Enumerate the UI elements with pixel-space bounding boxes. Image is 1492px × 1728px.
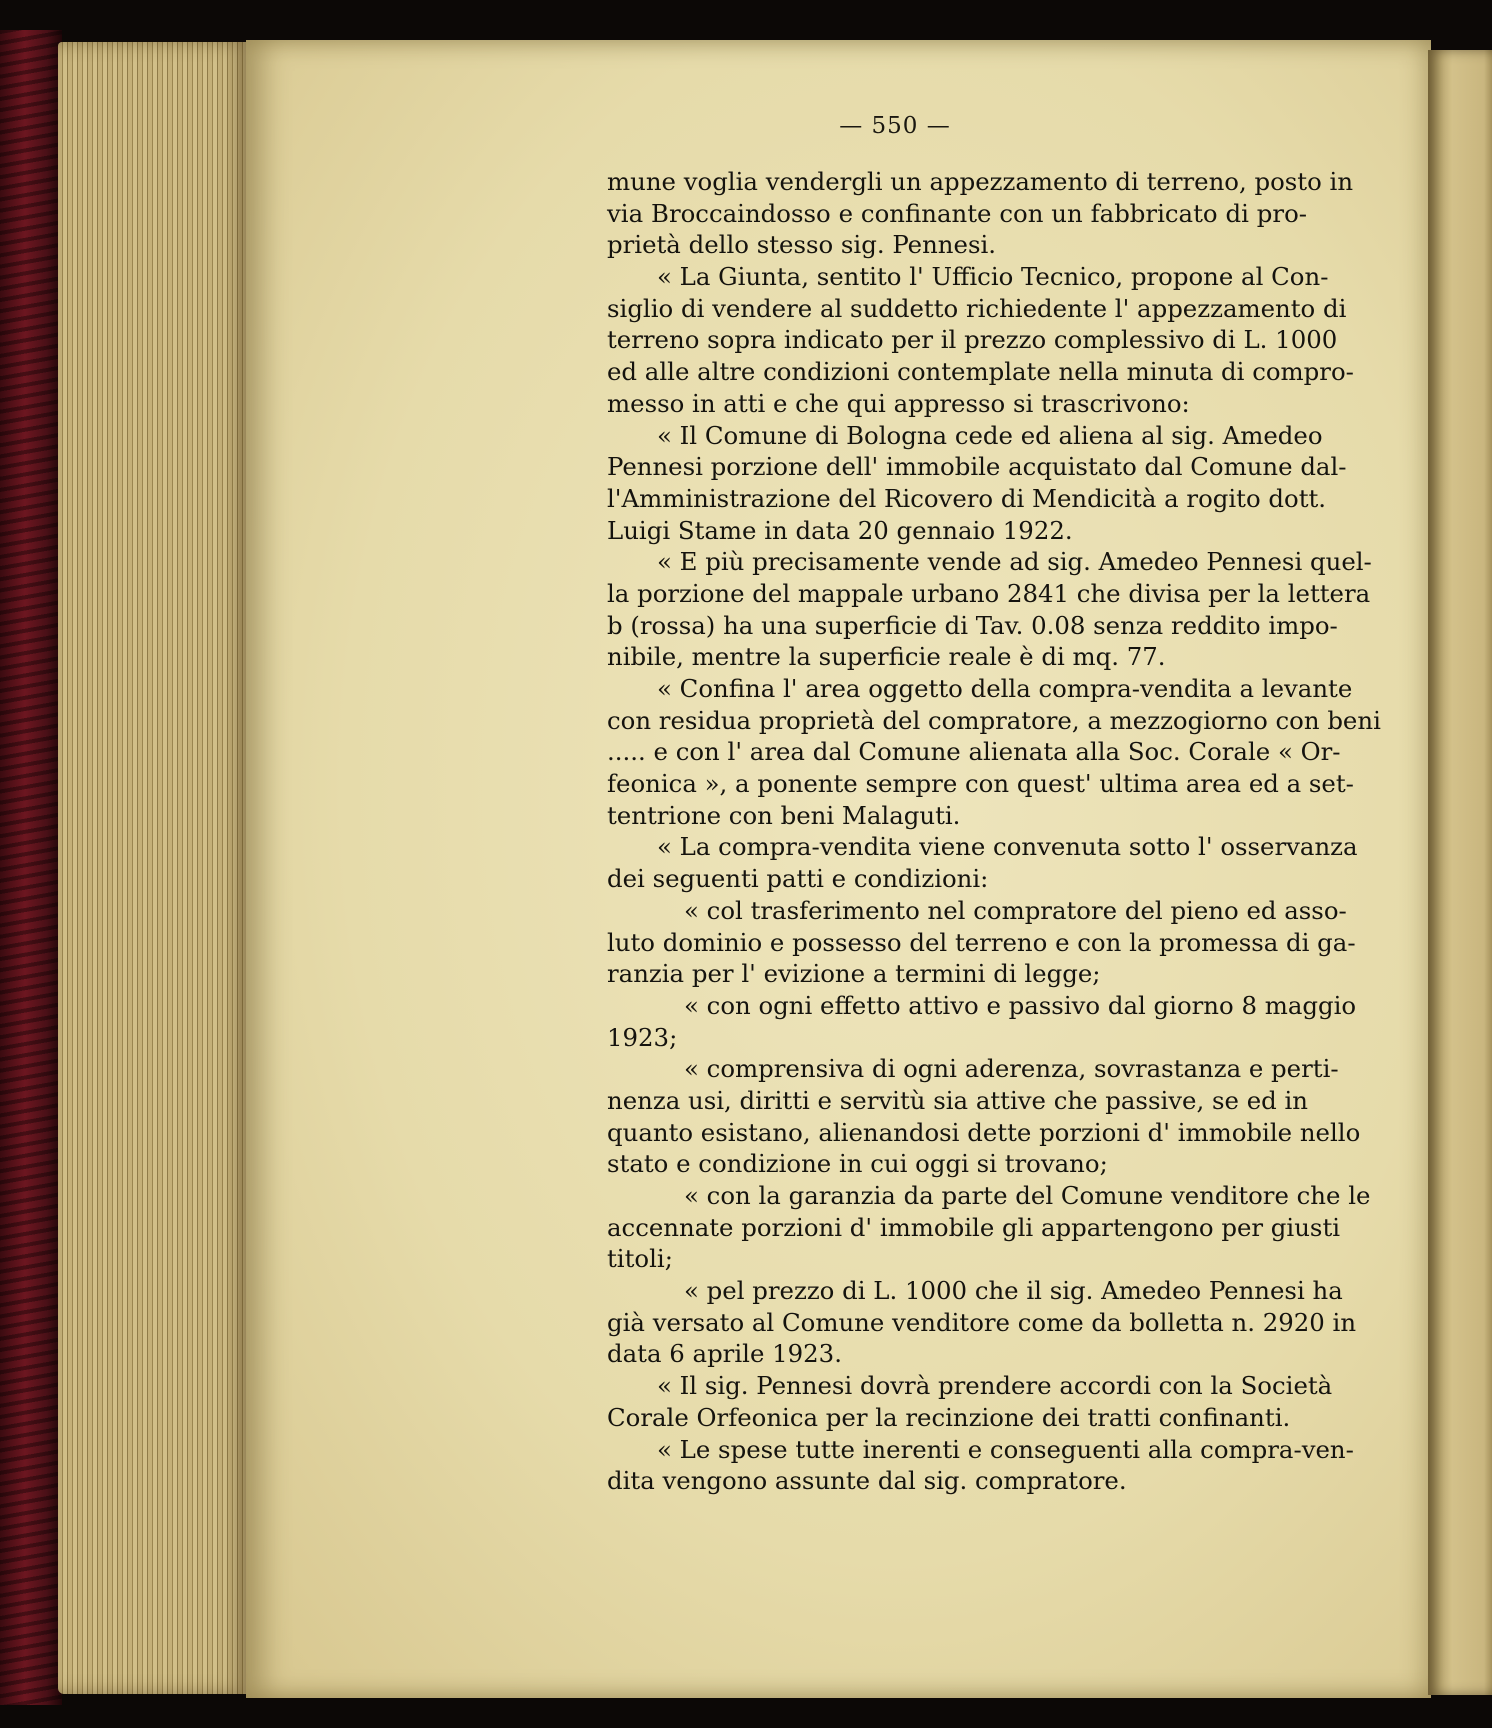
text-line: « Il Comune di Bologna cede ed aliena al sig. Amedeo bbox=[657, 420, 1323, 450]
text-line: « con la garanzia da parte del Comune venditore che le bbox=[684, 1181, 1371, 1210]
text-line: siglio di vendere al suddetto richiedente l' appezzamento di bbox=[607, 293, 1347, 323]
text-line: « comprensiva di ogni aderenza, sovrastanza e perti- bbox=[684, 1054, 1339, 1084]
text-line: luto dominio e possesso del terreno e con la promessa di ga- bbox=[607, 927, 1356, 957]
text-line: feonica », a ponente sempre con quest' ultima area ed a set- bbox=[607, 769, 1354, 799]
text-line: quanto esistano, alienandosi dette porzioni d' immobile nello bbox=[607, 1117, 1361, 1147]
text-line: nenza usi, diritti e servitù sia attive che passive, se ed in bbox=[607, 1085, 1309, 1115]
text-line: mune voglia vendergli un appezzamento di terreno, posto in bbox=[607, 167, 1354, 196]
text-line: stato e condizione in cui oggi si trovano; bbox=[607, 1149, 1108, 1179]
text-line: accennate porzioni d' immobile gli appartengono per giusti bbox=[607, 1212, 1341, 1242]
text-line: ..... e con l' area dal Comune alienata alla Soc. Corale « Or- bbox=[607, 737, 1341, 767]
text-line: titoli; bbox=[607, 1244, 673, 1274]
text-line: « E più precisamente vende ad sig. Amedeo Pennesi quel- bbox=[657, 547, 1372, 577]
text-line: b (rossa) ha una superficie di Tav. 0.08 senza reddito impo- bbox=[607, 610, 1338, 640]
text-line: via Broccaindosso e confinante con un fabbricato di pro- bbox=[607, 198, 1307, 228]
text-line: « La compra-vendita viene convenuta sotto l' osservanza bbox=[657, 832, 1358, 862]
text-line: con residua proprietà del compratore, a mezzogiorno con beni bbox=[607, 705, 1381, 735]
text-line: Pennesi porzione dell' immobile acquistato dal Comune dal- bbox=[607, 452, 1347, 482]
text-line: già versato al Comune venditore come da bolletta n. 2920 in bbox=[607, 1307, 1357, 1337]
text-line: dita vengono assunte dal sig. compratore. bbox=[607, 1466, 1127, 1496]
facing-page-edge bbox=[1428, 50, 1492, 1695]
text-line: « La Giunta, sentito l' Ufficio Tecnico, propone al Con- bbox=[657, 262, 1329, 292]
stacked-page-edges bbox=[58, 42, 250, 1694]
text-line: la porzione del mappale urbano 2841 che divisa per la lettera bbox=[607, 578, 1371, 608]
text-line: Luigi Stame in data 20 gennaio 1922. bbox=[607, 515, 1073, 545]
text-line: « Confina l' area oggetto della compra-vendita a levante bbox=[657, 674, 1353, 703]
text-line: « Le spese tutte inerenti e conseguenti alla compra-ven- bbox=[657, 1434, 1354, 1464]
text-line: Corale Orfeonica per la recinzione dei tratti confinanti. bbox=[607, 1402, 1291, 1432]
text-line: « con ogni effetto attivo e passivo dal giorno 8 maggio bbox=[684, 990, 1357, 1020]
text-line: ranzia per l' evizione a termini di legge; bbox=[607, 959, 1101, 989]
text-line: 1923; bbox=[607, 1022, 678, 1052]
page-number: — 550 — bbox=[839, 113, 951, 139]
text-line: tentrione con beni Malaguti. bbox=[607, 800, 961, 830]
text-line: dei seguenti patti e condizioni: bbox=[607, 864, 989, 894]
text-line: ed alle altre condizioni contemplate nella minuta di compro- bbox=[607, 357, 1354, 387]
body-text bbox=[607, 166, 1381, 1497]
text-line: terreno sopra indicato per il prezzo complessivo di L. 1000 bbox=[607, 325, 1338, 355]
text-line: messo in atti e che qui appresso si trascrivono: bbox=[607, 388, 1190, 418]
text-line: data 6 aprile 1923. bbox=[607, 1339, 842, 1369]
text-line: « Il sig. Pennesi dovrà prendere accordi con la Società bbox=[657, 1371, 1333, 1401]
text-line: « pel prezzo di L. 1000 che il sig. Amedeo Pennesi ha bbox=[684, 1276, 1343, 1306]
text-line: « col trasferimento nel compratore del pieno ed asso- bbox=[684, 895, 1347, 925]
text-line: nibile, mentre la superficie reale è di mq. 77. bbox=[607, 642, 1166, 672]
text-line: l'Amministrazione del Ricovero di Mendicità a rogito dott. bbox=[607, 483, 1327, 513]
text-line: prietà dello stesso sig. Pennesi. bbox=[607, 230, 997, 260]
red-marbled-binding bbox=[0, 30, 62, 1705]
